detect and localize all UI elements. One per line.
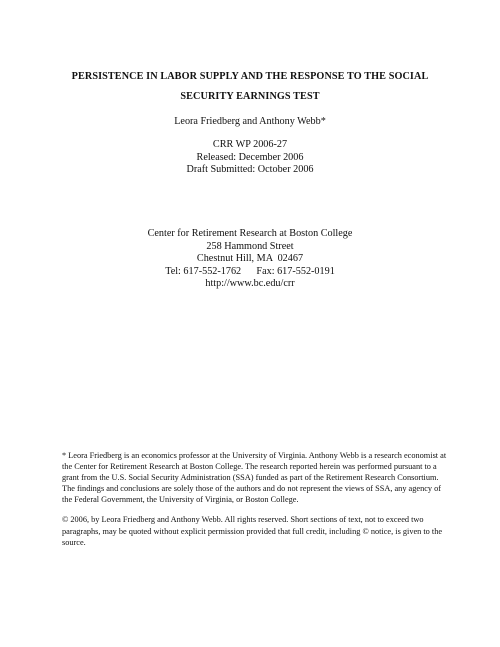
- phone-fax: Tel: 617-552-1762 Fax: 617-552-0191: [165, 265, 335, 277]
- organization-name: Center for Retirement Research at Boston College: [147, 228, 353, 239]
- submission-date: Draft Submitted: October 2006: [186, 164, 314, 175]
- website-url: http://www.bc.edu/crr: [205, 278, 295, 289]
- organization-address: [0, 228, 500, 291]
- copyright-notice: © 2006, by Leora Friedberg and Anthony Webb. All rights reserved. Short sections of text, not to exceed two paragraphs, may be quoted without explicit permission provided that full credit, including © notice, is given to the source.: [62, 515, 443, 547]
- title-line-2: SECURITY EARNINGS TEST: [180, 91, 320, 102]
- street-address: 258 Hammond Street: [206, 240, 294, 252]
- author-footnote: * Leora Friedberg is an economics professor at the University of Virginia. Anthony Webb is a research economist at the Center for Retirement Research at Boston College. The research reported herein was performed pursuant to a grant from the U.S. Social Security Administration (SSA) funded as part of the Retirement Research Consortium. The findings and conclusions are solely those of the authors and do not represent the views of SSA, any agency of the Federal Government, the University of Virginia, or Boston College.: [62, 451, 447, 505]
- paper-metadata: [0, 139, 500, 177]
- paper-number: CRR WP 2006-27: [212, 139, 288, 150]
- footnotes: [62, 450, 452, 548]
- release-date: Released: December 2006: [196, 151, 304, 163]
- title-line-1: PERSISTENCE IN LABOR SUPPLY AND THE RESPONSE TO THE SOCIAL: [71, 71, 429, 82]
- city-state-zip: Chestnut Hill, MA 02467: [196, 253, 304, 264]
- authors: Leora Friedberg and Anthony Webb*: [174, 116, 326, 127]
- paper-title: [0, 67, 500, 107]
